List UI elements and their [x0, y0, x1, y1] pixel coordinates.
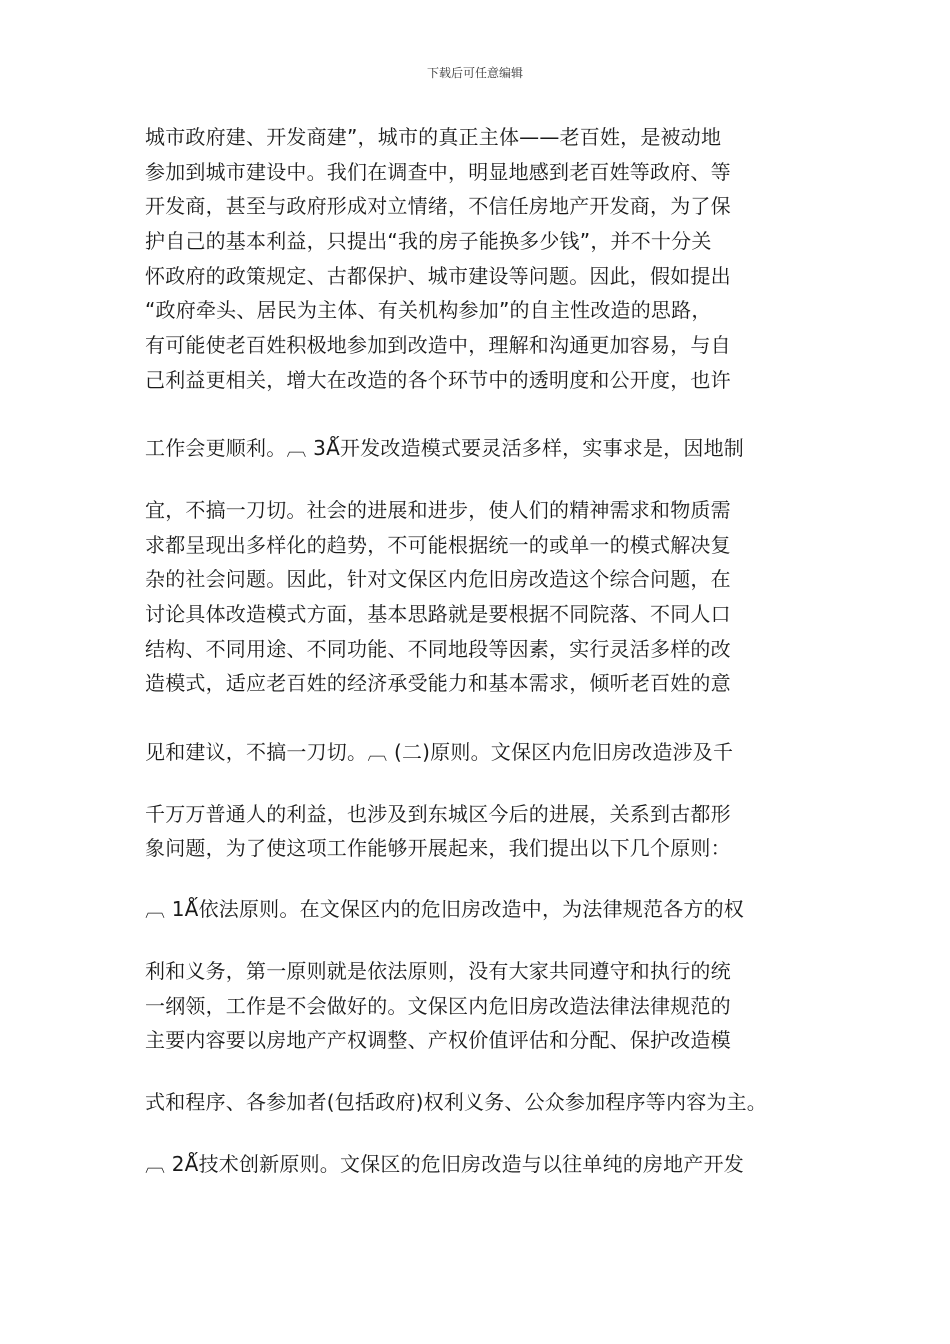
- text-line: 求都呈现出多样化的趋势，不可能根据统一的或单一的模式解决复: [145, 533, 731, 557]
- text-line: 象问题，为了使这项工作能够开展起来，我们提出以下几个原则：: [145, 836, 731, 860]
- text-line: 开发商，甚至与政府形成对立情绪，不信任房地产开发商，为了保: [145, 194, 731, 218]
- text-line: 参加到城市建设中。我们在调查中，明显地感到老百姓等政府、等: [145, 160, 731, 184]
- text-line: 见和建议，不搞一刀切。︹ (二)原则。文保区内危旧房改造涉及千: [145, 740, 734, 764]
- text-line: 城市政府建、开发商建”，城市的真正主体——老百姓，是被动地: [145, 125, 722, 149]
- text-line: 讨论具体改造模式方面，基本思路就是要根据不同院落、不同人口: [145, 602, 731, 626]
- text-line: ︹ 2Ǻ技术创新原则。文保区的危旧房改造与以往单纯的房地产开发: [145, 1152, 744, 1176]
- page-header: 下载后可任意编辑: [426, 66, 523, 80]
- text-line: 造模式，适应老百姓的经济承受能力和基本需求，倾听老百姓的意: [145, 671, 731, 695]
- text-line: 工作会更顺利。︹ 3Ǻ开发改造模式要灵活多样，实事求是，因地制: [145, 436, 744, 460]
- text-line: 己利益更相关，增大在改造的各个环节中的透明度和公开度，也许: [145, 368, 731, 392]
- text-line: 利和义务，第一原则就是依法原则，没有大家共同遵守和执行的统: [145, 959, 731, 983]
- text-line: 结构、不同用途、不同功能、不同地段等因素，实行灵活多样的改: [145, 637, 731, 661]
- text-line: 有可能使老百姓积极地参加到改造中，理解和沟通更加容易，与自: [145, 333, 731, 357]
- text-line: 杂的社会问题。因此，针对文保区内危旧房改造这个综合问题，在: [145, 567, 731, 591]
- text-line: 主要内容要以房地产产权调整、产权价值评估和分配、保护改造模: [145, 1028, 731, 1052]
- text-line: 一纲领，工作是不会做好的。文保区内危旧房改造法律法律规范的: [145, 994, 731, 1018]
- text-line: 护自己的基本利益，只提出“我的房子能换多少钱”，并不十分关: [145, 229, 712, 253]
- text-line: ︹ 1Ǻ依法原则。在文保区内的危旧房改造中，为法律规范各方的权: [145, 897, 744, 921]
- text-line: 式和程序、各参加者(包括政府)权利义务、公众参加程序等内容为主。: [145, 1090, 768, 1114]
- text-line: 千万万普通人的利益，也涉及到东城区今后的进展，关系到古都形: [145, 802, 731, 826]
- text-line: 宜，不搞一刀切。社会的进展和进步，使人们的精神需求和物质需: [145, 498, 731, 522]
- text-line: “政府牵头、居民为主体、有关机构参加”的自主性改造的思路，: [145, 298, 712, 322]
- text-line: 怀政府的政策规定、古都保护、城市建设等问题。因此，假如提出: [145, 264, 731, 288]
